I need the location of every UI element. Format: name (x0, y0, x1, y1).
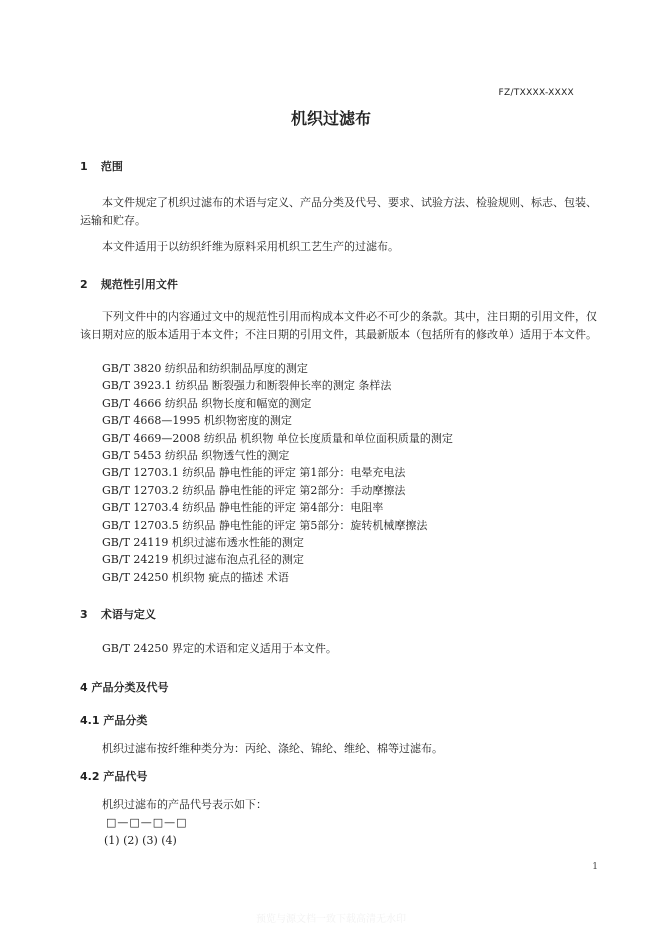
subsection-title: 产品分类 (103, 714, 148, 727)
section-4-heading (80, 679, 169, 695)
reference-item: GB/T 5453 纺织品 织物透气性的测定 (102, 449, 290, 463)
page-number: 1 (592, 862, 598, 872)
section-4-1-heading (80, 712, 147, 728)
subsection-title: 产品代号 (103, 770, 148, 783)
section-4-2-heading (80, 768, 147, 784)
reference-item: GB/T 4668—1995 机织物密度的测定 (102, 414, 292, 428)
section-title: 术语与定义 (100, 608, 156, 621)
doc-title: 机织过滤布 (290, 109, 371, 128)
reference-item: GB/T 3923.1 纺织品 断裂强力和断裂伸长率的测定 条样法 (102, 379, 392, 393)
reference-item: GB/T 4669—2008 纺织品 机织物 单位长度质量和单位面积质量的测定 (102, 431, 453, 445)
section-title: 范围 (100, 160, 123, 173)
reference-item: GB/T 4666 纺织品 织物长度和幅宽的测定 (102, 396, 312, 410)
watermark: 预览与源文档一致下载高清无水印 (256, 914, 406, 925)
section-number: 2 (80, 278, 88, 291)
section-3-paragraph: GB/T 24250 界定的术语和定义适用于本文件。 (102, 642, 337, 655)
reference-item: GB/T 12703.1 纺织品 静电性能的评定 第1部分：电晕充电法 (102, 466, 406, 480)
reference-item: GB/T 12703.4 纺织品 静电性能的评定 第4部分：电阻率 (102, 501, 384, 515)
section-title: 产品分类及代号 (91, 681, 169, 694)
section-1-paragraph-1: 本文件规定了机织过滤布的术语与定义、产品分类及代号、要求、试验方法、检验规则、标志、包装、运输和贮存。 (80, 196, 597, 227)
subsection-number: 4.2 (80, 770, 100, 783)
doc-code: FZ/TXXXX-XXXX (498, 88, 574, 98)
reference-item: GB/T 3820 纺织品和纺织制品厚度的测定 (102, 362, 308, 375)
section-1-paragraph-2: 本文件适用于以纺织纤维为原料采用机织工艺生产的过滤布。 (102, 240, 399, 253)
section-number: 3 (80, 608, 88, 621)
reference-item: GB/T 24119 机织过滤布透水性能的测定 (102, 536, 304, 550)
reference-item: GB/T 12703.5 纺织品 静电性能的评定 第5部分：旋转机械摩擦法 (102, 518, 428, 532)
section-title: 规范性引用文件 (100, 278, 178, 291)
section-4-1-paragraph: 机织过滤布按纤维种类分为：丙纶、涤纶、锦纶、维纶、棉等过滤布。 (102, 742, 443, 755)
reference-item: GB/T 24250 机织物 疵点的描述 术语 (102, 570, 289, 584)
product-code-pattern: □—□—□—□ (106, 816, 188, 829)
section-2-heading (80, 276, 178, 292)
reference-item: GB/T 12703.2 纺织品 静电性能的评定 第2部分：手动摩擦法 (102, 483, 406, 497)
section-1-heading (80, 158, 123, 174)
section-3-heading (80, 606, 156, 622)
product-code-labels: (1) (2) (3) (4) (104, 834, 177, 847)
subsection-number: 4.1 (80, 714, 100, 727)
section-number: 1 (80, 160, 88, 173)
section-number: 4 (80, 681, 88, 694)
reference-item: GB/T 24219 机织过滤布泡点孔径的测定 (102, 553, 304, 567)
section-4-2-paragraph: 机织过滤布的产品代号表示如下： (102, 798, 267, 811)
section-2-intro: 下列文件中的内容通过文中的规范性引用而构成本文件必不可少的条款。其中，注日期的引用文件，仅该日期对应的版本适用于本文件；不注日期的引用文件，其最新版本（包括所有的修改单）适用于本文件。 (80, 310, 597, 341)
reference-list (102, 360, 453, 586)
